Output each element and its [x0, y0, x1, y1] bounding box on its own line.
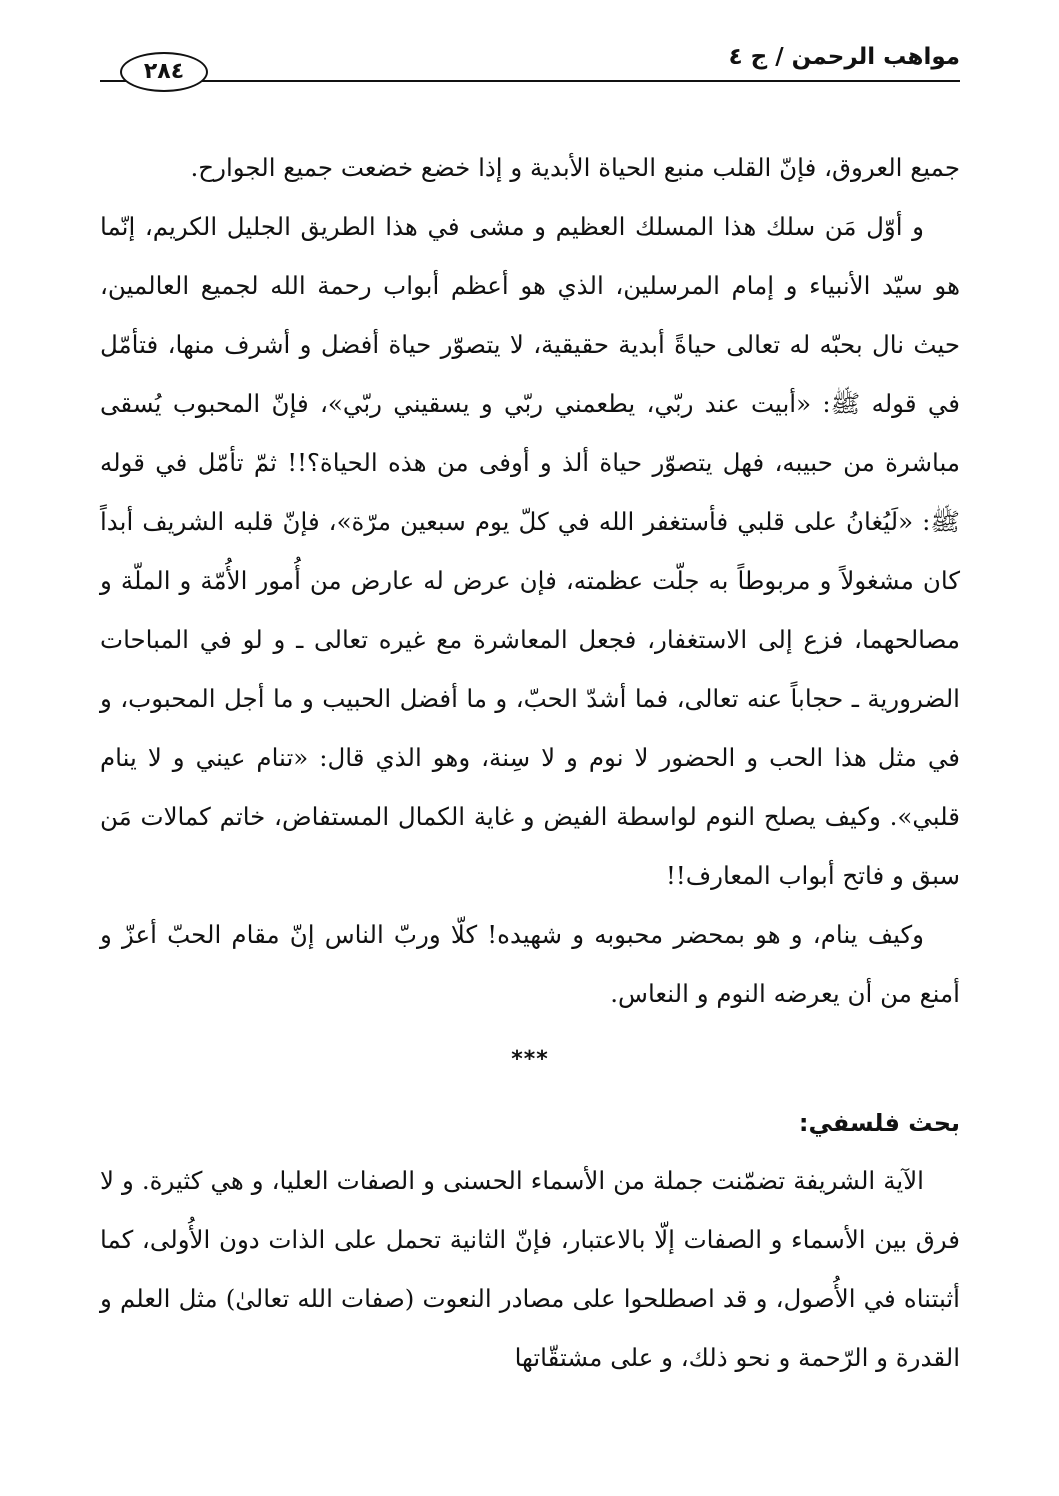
page-header	[100, 38, 960, 86]
section-separator: ***	[511, 1047, 549, 1072]
section-paragraph: الآية الشريفة تضمّنت جملة من الأسماء الحسنى و الصفات العليا، و هي كثيرة. و لا فرق بين الأسماء و الصفات إلّا بالاعتبار، فإنّ الثانية تحمل على الذات دون الأُولى، كما أثبتناه في الأُصول، و قد اصطلحوا على مصادر النعوت (صفات الله تعالىٰ) مثل العلم و القدرة و الرّحمة و نحو ذلك، و على مشتقّاتها	[100, 1166, 960, 1372]
paragraph-3: وكيف ينام، و هو بمحضر محبوبه و شهيده! كلّا وربّ الناس إنّ مقام الحبّ أعزّ و أمنع من أن يعرضه النوم و النعاس.	[100, 920, 960, 1008]
section-heading: بحث فلسفي:	[798, 1109, 960, 1137]
paragraph-1: جميع العروق، فإنّ القلب منبع الحياة الأبدية و إذا خضع خضعت جميع الجوارح.	[190, 153, 960, 182]
header-rule	[100, 80, 960, 82]
page-body	[100, 138, 960, 1387]
paragraph-2: و أوّل مَن سلك هذا المسلك العظيم و مشى في هذا الطريق الجليل الكريم، إنّما هو سيّد الأنبياء و إمام المرسلين، الذي هو أعظم أبواب رحمة الله لجميع العالمين، حيث نال بحبّه له تعالى حياةً أبدية حقيقية، لا يتصوّر حياة أفضل و أشرف منها، فتأمّل في قوله ﷺ: «أبيت عند ربّي، يطعمني ربّي و يسقيني ربّي»، فإنّ المحبوب يُسقى مباشرة من حبيبه، فهل يتصوّر حياة ألذ و أوفى من هذه الحياة؟!! ثمّ تأمّل في قوله ﷺ: «لَيُغانُ على قلبي فأستغفر الله في كلّ يوم سبعين مرّة»، فإنّ قلبه الشريف أبداً كان مشغولاً و مربوطاً به جلّت عظمته، فإن عرض له عارض من أُمور الأُمّة و الملّة و مصالحهما، فزع إلى الاستغفار، فجعل المعاشرة مع غيره تعالى ـ و لو في المباحات الضرورية ـ حجاباً عنه تعالى، فما أشدّ الحبّ، و ما أفضل الحبيب و ما أجل المحبوب، و في مثل هذا الحب و الحضور لا نوم و لا سِنة، وهو الذي قال: «تنام عيني و لا ينام قلبي». وكيف يصلح النوم لواسطة الفيض و غاية الكمال المستفاض، خاتم كمالات مَن سبق و فاتح أبواب المعارف!!	[100, 212, 960, 890]
running-title: مواهب الرحمن / ج ٤	[728, 44, 960, 70]
page-number: ٢٨٤	[120, 52, 208, 92]
